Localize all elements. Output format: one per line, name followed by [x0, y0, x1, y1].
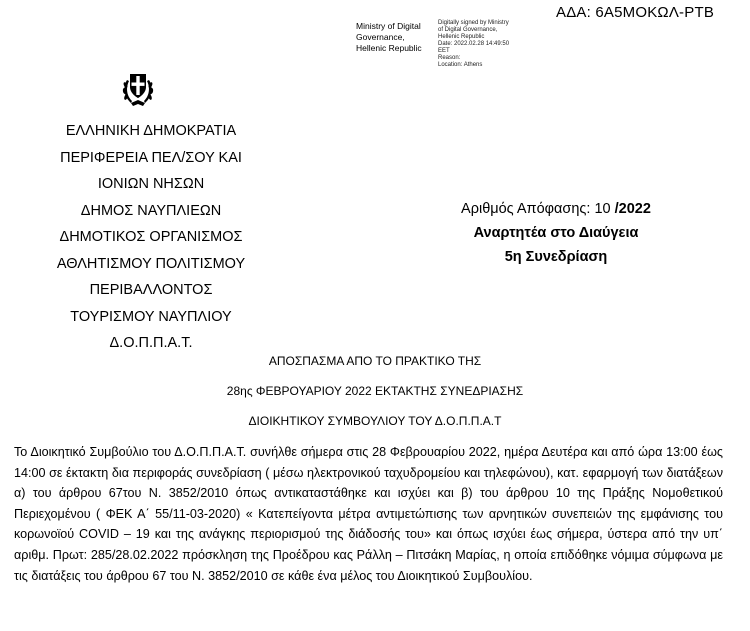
- title-line-3: ΔΙΟΙΚΗΤΙΚΟΥ ΣΥΜΒΟΥΛΙΟΥ ΤΟΥ Δ.Ο.Π.Π.Α.Τ: [248, 414, 502, 428]
- decision-info: [416, 197, 696, 269]
- issuer-line: Δ.Ο.Π.Π.Α.Τ.: [109, 335, 193, 351]
- issuer-block: [28, 118, 274, 357]
- title-line-1: ΑΠΟΣΠΑΣΜΑ ΑΠΟ ΤΟ ΠΡΑΚΤΙΚΟ ΤΗΣ: [268, 354, 482, 368]
- issuer-line: ΔΗΜΟΤΙΚΟΣ ΟΡΓΑΝΙΣΜΟΣ: [59, 229, 243, 245]
- signature-detail-line: Hellenic Republic: [438, 34, 485, 40]
- decision-number-label: Αριθμός Απόφασης: 10: [461, 201, 615, 217]
- digital-signature-signer: [356, 21, 422, 54]
- issuer-line: ΙΟΝΙΩΝ ΝΗΣΩΝ: [97, 176, 205, 192]
- signer-line: Hellenic Republic: [356, 43, 422, 53]
- issuer-line: ΤΟΥΡΙΣΜΟΥ ΝΑΥΠΛΙΟΥ: [70, 308, 232, 325]
- digital-signature-details: [438, 20, 509, 69]
- issuer-line: ΠΕΡΙΒΑΛΛΟΝΤΟΣ: [89, 282, 213, 298]
- signer-line: Ministry of Digital: [356, 21, 421, 31]
- issuer-line: ΕΛΛΗΝΙΚΗ ΔΗΜΟΚΡΑΤΙΑ: [65, 123, 237, 139]
- signature-detail-line: Location: Athens: [438, 62, 483, 68]
- decision-number: [416, 197, 696, 221]
- greek-coat-of-arms-icon: [121, 70, 155, 108]
- decision-number-year: /2022: [614, 201, 651, 217]
- signature-detail-line: EET: [438, 48, 450, 54]
- posting-note: Αναρτητέα στο Διαύγεια: [473, 225, 639, 241]
- issuer-line: ΑΘΛΗΤΙΣΜΟΥ ΠΟΛΙΤΙΣΜΟΥ: [56, 255, 246, 272]
- issuer-line: ΠΕΡΙΦΕΡΕΙΑ ΠΕΛ/ΣΟΥ ΚΑΙ: [60, 149, 242, 166]
- session-number: 5η Συνεδρίαση: [504, 249, 608, 265]
- signature-detail-line: of Digital Governance,: [438, 27, 498, 33]
- signer-line: Governance,: [356, 32, 405, 42]
- signature-detail-line: Reason:: [438, 55, 461, 61]
- body-paragraph: Το Διοικητικό Συμβούλιο του Δ.Ο.Π.Π.Α.Τ. συνήλθε σήμερα στις 28 Φεβρουαρίου 2022, ημέρα Δευτέρα και από ώρα 13:00 έως 14:00 σε έκτακτη δια περιφοράς συνεδρίαση ( μέσω ηλεκτρονικού ταχυδρομείου και τηλεφώνου), κατ. εφαρμογή των διατάξεων α) του άρθρου 67του Ν. 3852/2010 όπως αντικαταστάθηκε και ισχύει και β) του άρθρου 10 της Πράξης Νομοθετικού Περιεχομένου ( ΦΕΚ Α΄ 55/11-03-2020) « Κατεπείγοντα μέτρα αντιμετώπισης των αρνητικών συνεπειών της εμφάνισης του κορωνοϊού COVID – 19 και της ανάγκης περιορισμού της διάδοσής του» και όπως ισχύει έως σήμερα, ύστερα από την υπ΄ αριθμ. Πρωτ: 285/28.02.2022 πρόσκληση της Προέδρου κας Ράλλη – Πιτσάκη Μαρίας, η οποία επιδόθηκε νόμιμα σύμφωνα με τις διατάξεις του άρθρου 67 του Ν. 3852/2010 σε κάθε ένα μέλος του Διοικητικού Συμβουλίου.: [14, 445, 723, 583]
- title-line-2: 28ης ΦΕΒΡΟΥΑΡΙΟΥ 2022 ΕΚΤΑΚΤΗΣ ΣΥΝΕΔΡΙΑΣΗΣ: [226, 384, 524, 398]
- ada-code: ΑΔΑ: 6Α5ΜΟΚΩΛ-ΡΤΒ: [556, 4, 715, 21]
- signature-detail-line: Digitally signed by Ministry: [438, 20, 509, 26]
- issuer-line: ΔΗΜΟΣ ΝΑΥΠΛΙΕΩΝ: [80, 202, 222, 219]
- signature-detail-line: Date: 2022.02.28 14:49:50: [438, 41, 510, 47]
